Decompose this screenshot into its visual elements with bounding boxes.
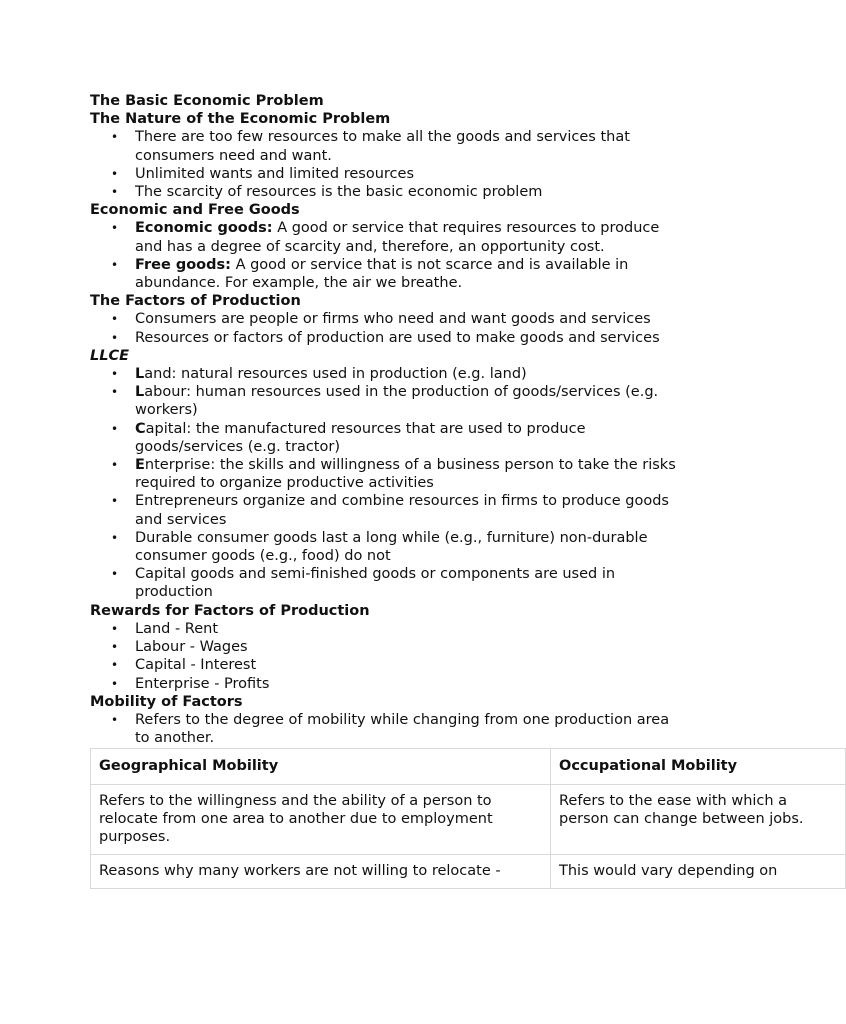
table-header-cell: Occupational Mobility — [551, 749, 846, 784]
list-item: • Capital goods and semi-finished goods or components are used in production — [90, 565, 768, 601]
item-text: nterprise: the skills and willingness of a business person to take the risks required to organize productive activities — [135, 457, 676, 492]
list-item: • Entrepreneurs organize and combine resources in firms to produce goods and services — [90, 492, 768, 528]
list-item — [90, 219, 768, 255]
section-heading-factors: The Factors of Production — [90, 293, 301, 310]
list-item: • The scarcity of resources is the basic economic problem — [90, 183, 768, 201]
document-title: The Basic Economic Problem — [90, 93, 324, 109]
table-header-cell: Geographical Mobility — [91, 749, 551, 784]
section-heading-rewards: Rewards for Factors of Production — [90, 602, 370, 619]
table-cell: Reasons why many workers are not willing to relocate - — [91, 855, 551, 889]
item-text: abour: human resources used in the production of goods/services (e.g. workers) — [135, 384, 659, 419]
list-item: • Labour - Wages — [90, 638, 768, 656]
section-heading-mobility: Mobility of Factors — [90, 693, 243, 710]
item-text: and: natural resources used in production (e.g. land) — [144, 366, 527, 383]
list-item — [90, 420, 768, 456]
table-row — [91, 784, 846, 855]
table-cell: Refers to the willingness and the ability of a person to relocate from one area to another due to employment purposes. — [91, 784, 551, 855]
table-cell: Refers to the ease with which a person can change between jobs. — [551, 784, 846, 855]
document-body — [90, 92, 804, 889]
list-item: • Resources or factors of production are used to make goods and services — [90, 329, 768, 347]
list-item: • Enterprise - Profits — [90, 675, 768, 693]
factors-list — [90, 310, 768, 346]
goods-list — [90, 219, 768, 292]
term-definition: A good or service that is not scarce and is available in abundance. For example, the air we breathe. — [135, 256, 629, 292]
section-heading-goods: Economic and Free Goods — [90, 202, 300, 219]
llce-list — [90, 365, 768, 602]
initial-letter: E — [135, 457, 145, 474]
list-item: • Capital - Interest — [90, 656, 768, 674]
table-cell: This would vary depending on — [551, 855, 846, 889]
item-text: apital: the manufactured resources that are used to produce goods/services (e.g. tractor) — [135, 420, 586, 455]
list-item — [90, 256, 768, 292]
mobility-table — [90, 748, 846, 889]
list-item: • Refers to the degree of mobility while changing from one production area to another. — [90, 711, 768, 747]
list-item: • Durable consumer goods last a long while (e.g., furniture) non-durable consumer goods (e.g., food) do not — [90, 529, 768, 565]
list-item: • There are too few resources to make all the goods and services that consumers need and want. — [90, 128, 768, 164]
list-item — [90, 383, 768, 419]
mobility-list — [90, 711, 768, 747]
rewards-list — [90, 620, 768, 693]
list-item: • Unlimited wants and limited resources — [90, 165, 768, 183]
initial-letter: L — [135, 384, 145, 401]
initial-letter: L — [135, 366, 145, 383]
list-item — [90, 456, 768, 492]
nature-list — [90, 128, 768, 201]
list-item: • Land - Rent — [90, 620, 768, 638]
term-label: Economic goods: — [135, 220, 273, 237]
table-row — [91, 855, 846, 889]
list-item: • Consumers are people or firms who need and want goods and services — [90, 310, 768, 328]
table-header-row — [91, 749, 846, 784]
section-heading-llce: LLCE — [90, 347, 130, 364]
term-definition: A good or service that requires resources to produce and has a degree of scarcity and, therefore, an opportunity cost. — [135, 220, 660, 255]
initial-letter: C — [135, 420, 146, 437]
list-item — [90, 365, 768, 383]
section-heading-nature: The Nature of the Economic Problem — [90, 111, 391, 128]
term-label: Free goods: — [135, 256, 231, 273]
